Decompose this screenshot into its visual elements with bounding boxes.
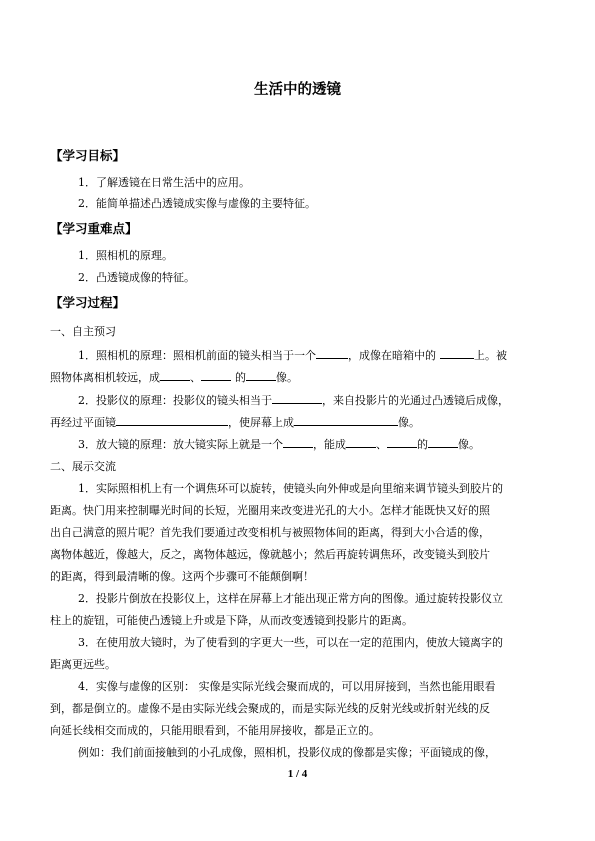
key-points-heading: 【学习重难点】	[50, 221, 138, 236]
question-text: 2．投影仪的原理：投影仪的镜头相当于	[78, 394, 272, 407]
paragraph-line: 的距离，得到最清晰的像。这两个步骤可不能颠倒啊！	[50, 570, 314, 583]
paragraph-line: 到，都是倒立的。虚像不是由实际光线会聚成的，而是实际光线的反射光线或折射光线的反	[50, 702, 490, 715]
paragraph-line: 出自己满意的照片呢？首先我们要通过改变相机与被照物体间的距离，得到大小合适的像，	[50, 526, 490, 539]
paragraph-line: 4．实像与虚像的区别： 实像是实际光线会聚而成的，可以用屏接到，当然也能用眼看	[78, 680, 496, 693]
paragraph-line: 向延长线相交而成的，只能用眼看到，不能用屏接收，都是正立的。	[50, 724, 380, 737]
objective-item: 1．了解透镜在日常生活中的应用。	[78, 176, 250, 189]
page-number: 1 / 4	[287, 768, 308, 780]
fill-blank[interactable]	[116, 415, 228, 426]
preview-question-3	[78, 437, 480, 452]
paragraph-line: 2．投影片倒放在投影仪上，这样在屏幕上才能出现正常方向的图像。通过旋转投影仪立	[78, 592, 503, 605]
question-text: 的	[235, 371, 246, 384]
paragraph-line: 例如：我们前面接触到的小孔成像，照相机，投影仪成的像都是实像；平面镜成的像，	[78, 746, 496, 759]
preview-question-2	[78, 393, 509, 408]
paragraph-line: 离物体越近，像越大，反之，离物体越远，像就越小；然后再旋转调焦环，改变镜头到胶片	[50, 548, 490, 561]
question-text: 照物体离相机较远，成	[50, 371, 160, 384]
fill-blank[interactable]	[283, 437, 313, 448]
question-text: 1．照相机的原理：照相机前面的镜头相当于一个	[78, 349, 316, 362]
process-heading: 【学习过程】	[50, 295, 126, 310]
key-point-item: 1．照相机的原理。	[78, 249, 173, 262]
question-text: ，来自投影片的光通过凸透镜后成像，	[322, 394, 509, 407]
paragraph-line: 3．在使用放大镜时，为了使看到的字更大一些，可以在一定的范围内，使放大镜离字的	[78, 636, 503, 649]
preview-question-1	[78, 348, 507, 363]
paragraph-line: 1．实际照相机上有一个调焦环可以旋转，使镜头向外伸或是向里缩来调节镜头到胶片的	[78, 482, 503, 495]
question-text: 上。被	[474, 349, 507, 362]
fill-blank[interactable]	[428, 437, 458, 448]
question-text: ，成像在暗箱中的	[348, 349, 436, 362]
fill-blank[interactable]	[160, 370, 190, 381]
question-text: ，使屏幕上成	[228, 416, 294, 429]
key-point-item: 2．凸透镜成像的特征。	[78, 271, 195, 284]
objectives-heading: 【学习目标】	[50, 148, 126, 163]
fill-blank[interactable]	[316, 348, 348, 359]
question-text: 再经过平面镜	[50, 416, 116, 429]
fill-blank[interactable]	[294, 415, 398, 426]
fill-blank[interactable]	[387, 437, 417, 448]
preview-question-2-cont	[50, 415, 420, 430]
fill-blank[interactable]	[272, 393, 322, 404]
fill-blank[interactable]	[440, 348, 474, 359]
paragraph-line: 柱上的旋钮，可能使凸透镜上升或是下降，从而改变透镜到投影片的距离。	[50, 614, 413, 627]
question-text: 像。	[276, 371, 298, 384]
question-text: 的	[417, 438, 428, 451]
part-heading-exchange: 二、展示交流	[50, 460, 116, 473]
question-text: ，能成	[313, 438, 346, 451]
question-text: 3．放大镜的原理：放大镜实际上就是一个	[78, 438, 283, 451]
fill-blank[interactable]	[346, 437, 376, 448]
question-text: 、	[376, 438, 387, 451]
objective-item: 2．能简单描述凸透镜成实像与虚像的主要特征。	[78, 197, 316, 210]
paragraph-line: 距离。快门用来控制曝光时间的长短，光圈用来改变进光孔的大小。怎样才能既快又好的照	[50, 504, 490, 517]
question-text: 像。	[398, 416, 420, 429]
fill-blank[interactable]	[246, 370, 276, 381]
part-heading-preview: 一、自主预习	[50, 325, 116, 338]
question-text: 像。	[458, 438, 480, 451]
document-title: 生活中的透镜	[254, 82, 341, 98]
paragraph-line: 距离更远些。	[50, 658, 116, 671]
preview-question-1-cont	[50, 370, 298, 385]
fill-blank[interactable]	[201, 370, 231, 381]
question-text: 、	[190, 371, 201, 384]
